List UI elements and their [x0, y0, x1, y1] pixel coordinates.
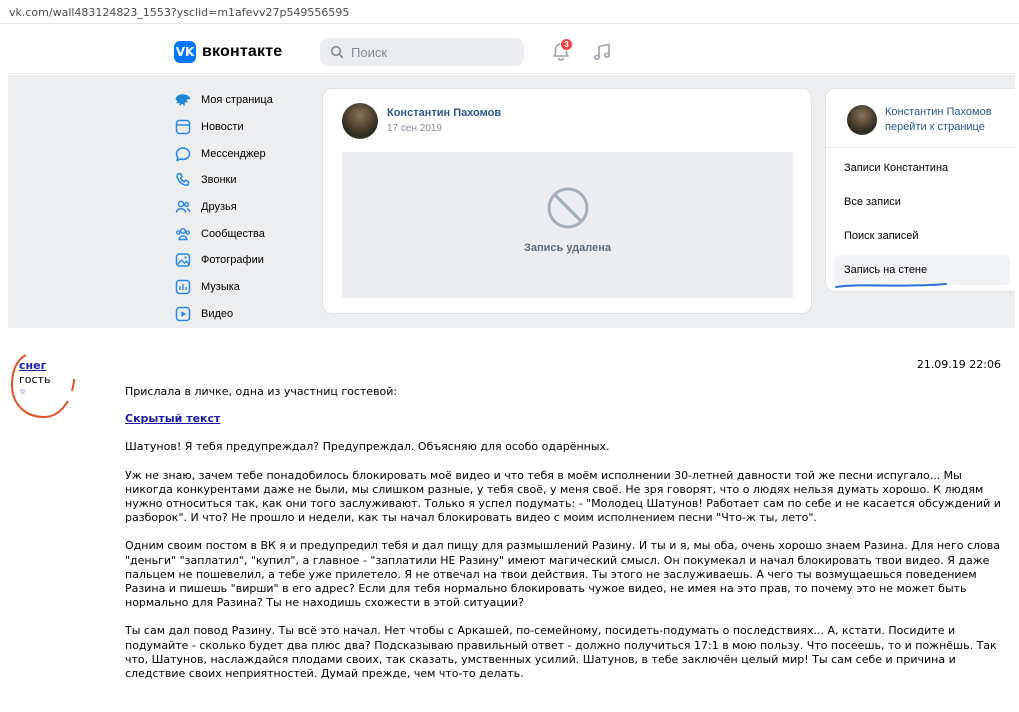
- news-icon: [174, 118, 192, 136]
- sidebar-item-label: Музыка: [201, 281, 240, 294]
- sidebar-item-label: Сообщества: [201, 227, 265, 240]
- post-paragraph: Уж не знаю, зачем тебе понадобилось блокировать моё видео и что тебя в моём исполнении 30-летней давности той же песни испугало... Мы никогда конкурентами даже не были, мы слишком разные, у тебя своё, у меня своё. Не зря говорят, что о людях нельзя думать хорошо. К людям нужно относиться так, как они того заслуживают. Только я успел подумать: - "Молодец Шатунов! Работает сам по себе и не касается обсуждений и разборок". И что? Не прошло и недели, как ты начал блокировать видео с моим исполнением песни "Что-ж ты, лето".: [125, 468, 1001, 525]
- sidebar-item-photos[interactable]: [174, 247, 314, 274]
- forum-post-body: [125, 385, 1005, 695]
- vk-logo-text[interactable]: вконтакте: [202, 43, 283, 60]
- vk-logo-icon[interactable]: VK: [174, 41, 196, 63]
- music-player-icon[interactable]: [592, 42, 612, 62]
- deleted-post-text: Запись удалена: [523, 242, 612, 254]
- sidebar-item-video[interactable]: [174, 301, 314, 328]
- sidebar-item-my-page[interactable]: [174, 87, 314, 114]
- communities-icon: [174, 225, 192, 243]
- sidebar-item-calls[interactable]: [174, 167, 314, 194]
- forum-post-date: 21.09.19 22:06: [916, 358, 1001, 371]
- search-input[interactable]: [351, 45, 511, 60]
- nav-all-posts[interactable]: Все записи: [844, 196, 901, 208]
- hand-drawn-underline: [835, 281, 947, 289]
- search-box[interactable]: [320, 38, 524, 66]
- sidebar-item-communities[interactable]: [174, 220, 314, 247]
- post-paragraph: Прислала в личке, одна из участниц гостевой:: [125, 385, 398, 398]
- sidebar-item-friends[interactable]: [174, 194, 314, 221]
- photos-icon: [174, 251, 192, 269]
- post-paragraph: Шатунов! Я тебя предупреждал? Предупреждал. Объясняю для особо одарённых.: [125, 440, 610, 454]
- friends-icon: [174, 198, 192, 216]
- notifications-badge[interactable]: 3: [560, 38, 573, 51]
- author-avatar[interactable]: [342, 103, 378, 139]
- left-menu: [174, 87, 314, 327]
- messenger-icon: [174, 145, 192, 163]
- sidebar-item-music[interactable]: [174, 274, 314, 301]
- avatar-icon: [174, 91, 192, 109]
- search-icon: [330, 45, 344, 59]
- hidden-text-toggle[interactable]: Скрытый текст: [125, 412, 221, 426]
- sidebar-item-label: Друзья: [201, 201, 237, 214]
- nav-wall-post[interactable]: Запись на стене: [834, 255, 1010, 285]
- forum-author[interactable]: снег: [19, 359, 47, 372]
- video-icon: [174, 305, 192, 323]
- post-paragraph: Ты сам дал повод Разину. Ты всё это начал. Нет чтобы с Аркашей, по-семейному, посидеть-подумать о последствиях... А, кстати. Посидите и подумайте - сколько будет два плюс два? Подсказываю правильный ответ - должно получиться 17:1 в мою пользу. Что посеешь, то и пожнёшь. Так что, Шатунов, наслаждайся плодами своих, так сказать, умственных усилий. Шатунов, в тебе заключён целый мир! Ты сам себе и причина и следствие своих неприятностей. Думай прежде, чем что-то делать.: [125, 624, 997, 681]
- sidebar-item-label: Фотографии: [201, 254, 264, 267]
- sidebar-item-label: Мессенджер: [201, 147, 266, 160]
- sidebar-item-messenger[interactable]: [174, 140, 314, 167]
- vk-page-body: [8, 75, 1015, 328]
- sidebar-item-news[interactable]: [174, 114, 314, 141]
- phone-icon: [174, 171, 192, 189]
- post-paragraph: Одним своим постом в ВК я и предупредил тебя и дал пищу для размышлений Разину. И ты и я, мы оба, очень хорошо знаем Разина. Для него слова "деньги" "заплатил", "купил", а главное - "заплатили НЕ Разину" имеют магический смысл. Он покумекал и начал блокировать твои видео. Я даже пальцем не пошевелил, а тебе уже прилетело. Я не отвечал на твои действия. Ты этого не заслуживаешь. А чего ты возмущаешься поведением Разина и пишешь "вирши" в его адрес? Если для тебя нормально блокировать чужое видео, не имея на это прав, то почему это не может быть нормально для Разина? Ты не находишь схожести в этой ситуации?: [125, 539, 1000, 610]
- blocked-icon: [546, 186, 590, 230]
- nav-author-posts[interactable]: Записи Константина: [844, 162, 949, 174]
- post-author-name[interactable]: Константин Пахомов: [387, 107, 502, 119]
- forum-post: [0, 335, 1019, 712]
- divider: [826, 147, 1016, 148]
- go-to-page-link[interactable]: перейти к странице: [885, 121, 985, 133]
- rank-star-icon: ☆: [19, 387, 27, 396]
- post-card: [322, 88, 812, 314]
- post-date[interactable]: 17 сен 2019: [387, 123, 443, 134]
- nav-search-posts[interactable]: Поиск записей: [844, 230, 919, 242]
- music-icon: [174, 278, 192, 296]
- sidebar-item-label: Моя страница: [201, 94, 273, 107]
- vk-logo[interactable]: [174, 41, 282, 63]
- author-name-link[interactable]: Константин Пахомов: [885, 106, 992, 118]
- url-text[interactable]: vk.com/wall483124823_1553?ysclid=m1afevv27p549556595: [9, 6, 350, 19]
- sidebar-item-label: Новости: [201, 121, 244, 134]
- author-avatar[interactable]: [847, 105, 877, 135]
- forum-author-role: гость: [19, 373, 51, 386]
- sidebar-item-label: Видео: [201, 307, 234, 320]
- deleted-post-placeholder: [342, 152, 793, 298]
- sidebar-item-label: Звонки: [201, 174, 237, 187]
- vk-header: [8, 32, 1015, 74]
- browser-url-bar[interactable]: [0, 0, 1019, 24]
- wall-navigation-card: [825, 88, 1015, 292]
